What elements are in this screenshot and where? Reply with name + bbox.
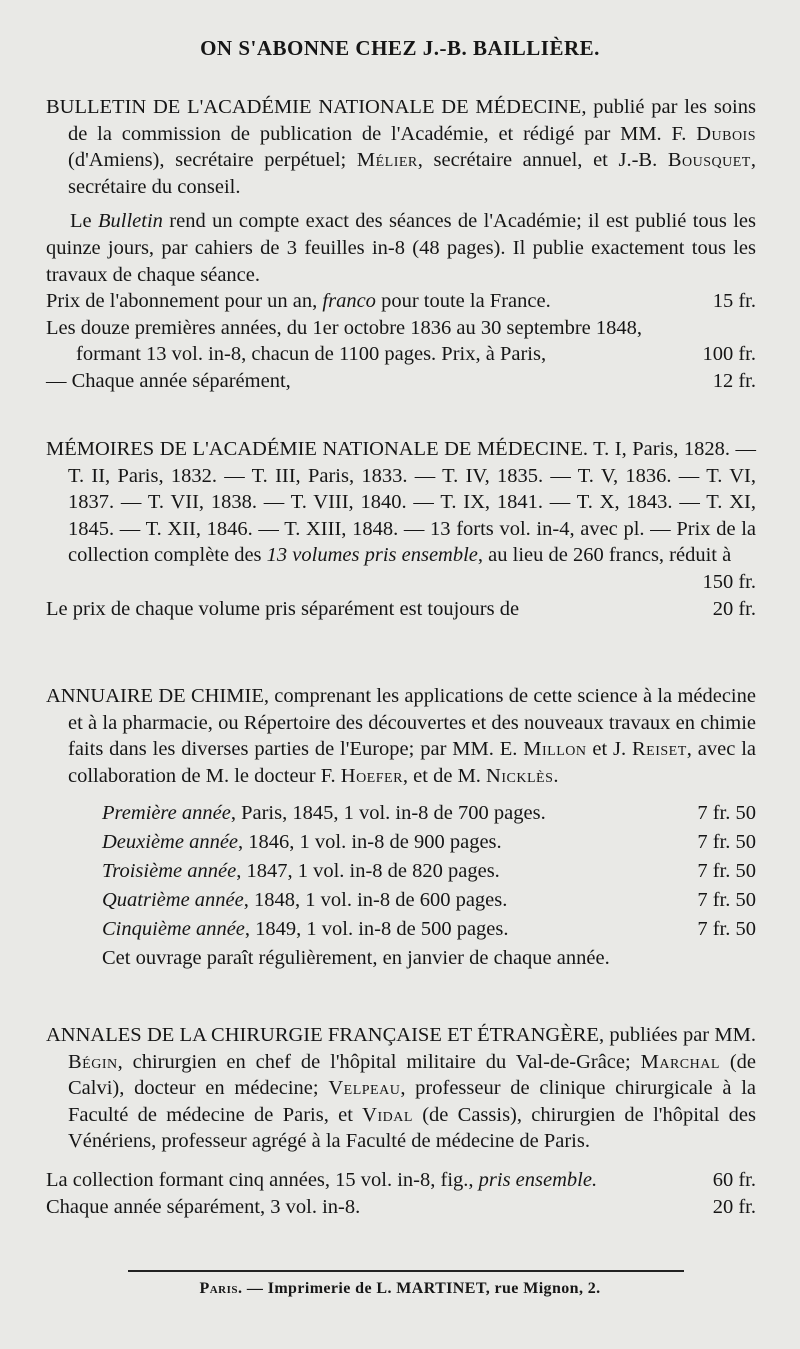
price-label-italic: franco — [322, 290, 376, 313]
annales-desc: , publiées par MM. — [598, 1024, 756, 1046]
bulletin-paragraph — [46, 208, 756, 288]
annuaire-desc: et J. — [586, 738, 632, 761]
price-value: 15 fr. — [712, 290, 756, 313]
price-label: La collection formant cinq années, 15 vol. in-8, fig., — [46, 1168, 479, 1191]
bulletin-title: BULLETIN DE L'ACADÉMIE NATIONALE DE MÉDECINE — [46, 96, 582, 118]
price-label: pour toute la France. — [375, 290, 551, 313]
price-row — [46, 596, 756, 623]
annuaire-title: ANNUAIRE DE CHIMIE — [46, 685, 264, 707]
memoires-desc: T. I, Paris, 1828. — T. II, Paris, 1832. — T. III, Paris, 1833. — T. IV, 1835. — T. V, 1836. — T. VI, 1837. — T. VII, 1838. — T. VIII, 1840. — T. IX, 1841. — T. X, 1843. — T. XI, 1845. — T. XII, 1846. — T. XIII, 1848. — 13 forts vol. in-4, avec pl. — Prix de la collection complète des — [68, 438, 756, 567]
price-row — [46, 288, 756, 315]
price-value: 20 fr. — [712, 1195, 756, 1218]
price-label: Prix de l'abonnement pour un an, — [46, 290, 323, 313]
edition-row — [102, 886, 756, 915]
annales-desc: , professeur de clinique chirurgicale à la Faculté de médecine de Paris, et — [68, 1077, 756, 1126]
bulletin-section — [46, 94, 756, 395]
author-name: Dubois — [696, 122, 756, 145]
memoires-desc: , au lieu de 260 francs, réduit à — [477, 544, 732, 567]
edition-price: 7 fr. 50 — [697, 860, 756, 883]
author-name: Bégin — [68, 1050, 118, 1073]
annuaire-desc: , comprenant les applications de cette science à la médecine et à la pharmacie, ou Répertoire des découvertes et des nouveaux travaux en chimie faits dans les diverses parties de l'Europe; par MM. E. — [68, 685, 756, 761]
annales-title: ANNALES DE LA CHIRURGIE FRANÇAISE ET ÉTRANGÈRE — [46, 1024, 599, 1046]
edition-row — [102, 915, 756, 944]
annuaire-entry — [46, 683, 756, 789]
bulletin-italic: Bulletin — [98, 210, 163, 233]
edition-label: Deuxième année — [102, 831, 239, 854]
price-value: 100 fr. — [702, 343, 756, 366]
edition-price: 7 fr. 50 — [697, 918, 756, 941]
edition-label: Première année — [102, 802, 231, 825]
paragraph-text: rend un compte exact des séances de l'Académie; il est publié tous les quinze jours, par cahiers de 3 feuilles in-8 (48 pages). Il publie exactement tous les travaux de chaque séance. — [46, 210, 757, 286]
author-name: Reiset — [632, 738, 687, 761]
price-row — [46, 1167, 756, 1194]
price-label: Chaque année séparément, 3 vol. in-8. — [46, 1195, 361, 1218]
price-row — [46, 368, 756, 395]
price-value: 150 fr. — [702, 570, 756, 593]
price-row — [46, 341, 756, 368]
author-name: Millon — [523, 738, 587, 761]
bulletin-desc: , secrétaire du conseil. — [68, 149, 756, 198]
annales-entry — [46, 1022, 756, 1155]
price-label: — Chaque année séparément, — [46, 369, 291, 392]
price-value: 20 fr. — [712, 597, 756, 620]
author-name: Hoefer — [340, 764, 403, 787]
memoires-title: MÉMOIRES DE L'ACADÉMIE NATIONALE DE MÉDECINE. — [46, 438, 588, 460]
edition-detail: , 1848, 1 vol. in-8 de 600 pages. — [243, 889, 508, 912]
annuaire-desc: , avec la collaboration de M. le docteur F. — [68, 738, 756, 787]
annales-section — [46, 1022, 756, 1220]
edition-label: Cinquième année — [102, 918, 245, 941]
author-name: Marchal — [640, 1050, 720, 1073]
annuaire-section — [46, 683, 756, 973]
author-name: Nicklès — [486, 764, 554, 787]
edition-detail: , 1847, 1 vol. in-8 de 820 pages. — [236, 860, 500, 883]
price-value: 12 fr. — [712, 369, 756, 392]
footer-divider — [128, 1270, 684, 1272]
price-label: formant 13 vol. in-8, chacun de 1100 pages. Prix, à Paris, — [76, 343, 547, 366]
edition-label: Quatrième année — [102, 889, 244, 912]
price-label-italic: pris ensemble. — [478, 1168, 598, 1191]
edition-row — [102, 828, 756, 857]
bulletin-desc: , publié par les soins de la commission de publication de l'Académie, et rédigé par MM. F. — [68, 96, 756, 145]
annuaire-desc: , et de M. — [402, 764, 487, 787]
page-header: ON S'ABONNE CHEZ J.-B. BAILLIÈRE. — [200, 36, 600, 60]
imprint-footer — [0, 1280, 800, 1298]
annuaire-desc: . — [553, 764, 559, 787]
edition-label: Troisième année — [102, 860, 237, 883]
editions-list — [46, 799, 756, 973]
price-value: 60 fr. — [712, 1168, 756, 1191]
bulletin-desc: (d'Amiens), secrétaire perpétuel; — [68, 149, 357, 172]
paragraph-text: Le — [70, 210, 98, 233]
annuaire-note: Cet ouvrage paraît régulièrement, en janvier de chaque année. — [102, 947, 610, 970]
author-name: Vidal — [362, 1103, 413, 1126]
edition-detail: , Paris, 1845, 1 vol. in-8 de 700 pages. — [230, 802, 546, 825]
edition-price: 7 fr. 50 — [697, 831, 756, 854]
annales-desc: , chirurgien en chef de l'hôpital militaire du Val-de-Grâce; — [117, 1050, 641, 1073]
author-name: Mélier — [356, 149, 418, 172]
annales-desc: (de Cassis), chirurgien de l'hôpital des Vénériens, professeur agrégé à la Faculté de médecine de Paris. — [68, 1103, 756, 1153]
edition-row — [102, 799, 756, 828]
edition-price: 7 fr. 50 — [697, 802, 756, 825]
price-row — [46, 1194, 756, 1221]
years-line: Les douze premières années, du 1er octobre 1836 au 30 septembre 1848, — [46, 316, 643, 339]
edition-detail: , 1846, 1 vol. in-8 de 900 pages. — [238, 831, 502, 854]
footer-text: — Imprimerie de L. MARTINET, rue Mignon, 2. — [242, 1280, 601, 1297]
bulletin-desc: , secrétaire annuel, et J.-B. — [417, 149, 668, 172]
memoires-section — [46, 436, 756, 622]
author-name: Bousquet — [667, 149, 751, 172]
bulletin-entry — [46, 94, 756, 200]
edition-detail: , 1849, 1 vol. in-8 de 500 pages. — [244, 918, 509, 941]
price-label: Le prix de chaque volume pris séparément est toujours de — [46, 597, 520, 620]
memoires-entry — [46, 436, 756, 569]
footer-city: Paris. — [199, 1280, 243, 1297]
annales-desc: (de Calvi), docteur en médecine; — [68, 1050, 756, 1100]
edition-price: 7 fr. 50 — [697, 889, 756, 912]
edition-row — [102, 857, 756, 886]
author-name: Velpeau — [328, 1077, 401, 1100]
memoires-italic: 13 volumes pris ensemble — [266, 544, 478, 567]
